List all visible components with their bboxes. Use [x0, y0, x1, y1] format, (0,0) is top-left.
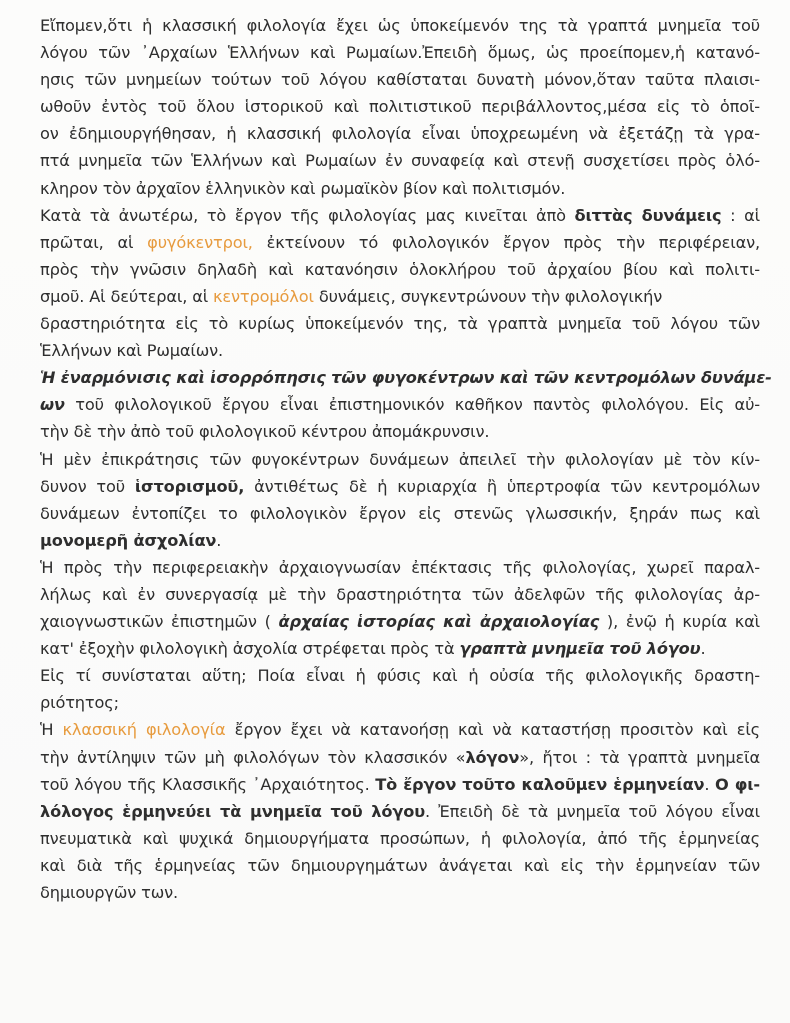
text-run: ἀντιθέτως δὲ ἡ κυριαρχία ἢ ὑπερτροφία τῶν κεντρομόλων: [244, 476, 760, 496]
text-line: [40, 689, 760, 716]
text-line: [40, 391, 760, 418]
text-run: Ἡ: [40, 720, 63, 740]
text-run: τὴν δὲ τὴν ἀπὸ τοῦ φιλολογικοῦ κέντρου ἀπομάκρυνσιν.: [40, 422, 490, 442]
highlighted-term: φυγόκεντροι,: [147, 232, 253, 252]
text-line: [40, 500, 760, 527]
text-line: [40, 825, 760, 852]
text-run: δραστηριότητα εἰς τὸ κυρίως ὑποκείμενόν της, τὰ γραπτὰ μνημεῖα τοῦ λόγου τῶν: [40, 314, 760, 334]
text-run: πρὸς τὴν γνῶσιν δηλαδὴ καὶ κατανόησιν ὁλοκλήρου τοῦ ἀρχαίου βίου καὶ πολιτι-: [40, 259, 760, 279]
bold-emphasis: μονομερῆ ἀσχολίαν: [40, 530, 217, 550]
bold-italic-emphasis: ἀρχαίας ἱστορίας καὶ ἀρχαιολογίας: [278, 612, 600, 632]
text-line: [40, 39, 760, 66]
text-run: τὴν ἀντίληψιν τῶν μὴ φιλολόγων τὸν κλασσικόν «: [40, 747, 466, 767]
text-line: [40, 608, 760, 635]
bold-emphasis: λόλογος ἑρμηνεύει τὰ μνημεῖα τοῦ λόγου: [40, 801, 425, 821]
text-line: [40, 716, 760, 743]
text-run: . Ἐπειδὴ δὲ τὰ μνημεῖα τοῦ λόγου εἶναι: [424, 801, 760, 821]
text-run: », ἤτοι : τὰ γραπτὰ μνημεῖα: [519, 747, 761, 767]
text-line: [40, 527, 760, 554]
text-line: [40, 12, 760, 39]
text-line: [40, 662, 760, 689]
text-run: τοῦ λόγου τῆς Κλασσικῆς ᾿Αρχαιότητος.: [40, 774, 376, 794]
text-run: Ἡ πρὸς τὴν περιφερειακὴν ἀρχαιογνωσίαν ἐπέκτασις τῆς φιλολογίας, χωρεῖ παραλ-: [40, 557, 760, 577]
text-line: [40, 66, 760, 93]
text-line: [40, 337, 760, 364]
bold-emphasis: λόγον: [465, 747, 520, 767]
text-run: λήλως καὶ ἐν συνεργασίᾳ μὲ τὴν δραστηριότητα τῶν ἀδελφῶν τῆς φιλολογίας ἀρ-: [40, 584, 760, 604]
text-run: χαιογνωστικῶν ἐπιστημῶν (: [40, 612, 279, 632]
highlighted-term: κεντρομόλοι: [213, 286, 314, 306]
text-line: [40, 554, 760, 581]
text-line: [40, 635, 760, 662]
text-run: τοῦ φιλολογικοῦ ἔργου εἶναι ἐπιστημονικόν καθῆκον παντὸς φιλολόγου. Εἰς αὐ-: [64, 395, 760, 415]
text-run: ἐκτείνουν τό φιλολογικόν ἔργον πρὸς τὴν περιφέρειαν,: [252, 232, 760, 252]
text-line: [40, 147, 760, 174]
text-run: δυνάμεις, συγκεντρώνουν τὴν φιλολογικήν: [313, 286, 663, 306]
text-run: ), ἐνῷ ἡ κυρία καὶ: [599, 612, 760, 632]
text-line: [40, 744, 760, 771]
text-run: πτά μνημεῖα τῶν Ἑλλήνων καὶ Ρωμαίων ἐν συναφείᾳ καὶ στενῇ συσχετίσει πρὸς ὁλό-: [40, 151, 760, 171]
text-run: λόγου τῶν ᾿Αρχαίων Ἑλλήνων καὶ Ρωμαίων.Ἐπειδὴ ὅμως, ὡς προείπομεν,ἡ κατανό-: [40, 43, 760, 63]
text-run: πρῶται, αἱ: [40, 232, 148, 252]
bold-italic-emphasis: Ἡ ἐναρμόνισις καὶ ἰσορρόπησις τῶν φυγοκέντρων καὶ τῶν κεντρομόλων δυνάμε-: [40, 368, 772, 388]
text-run: .: [704, 774, 716, 794]
bold-emphasis: ἱστορισμοῦ,: [134, 476, 245, 496]
bold-italic-emphasis: γραπτὰ μνημεῖα τοῦ λόγου: [459, 639, 701, 659]
text-line: [40, 879, 760, 906]
text-run: ριότητος;: [40, 693, 119, 713]
highlighted-term: κλασσική φιλολογία: [62, 720, 226, 740]
text-run: ἔργον ἔχει νὰ κατανοήσῃ καὶ νὰ καταστήσῃ προσιτὸν καὶ εἰς: [225, 720, 761, 740]
text-run: κατ' ἐξοχὴν φιλολογικὴ ἀσχολία στρέφεται πρὸς τὰ: [40, 639, 460, 659]
text-run: δυνάμεων ἐντοπίζει το φιλολογικὸν ἔργον εἰς στενῶς γλωσσικήν, ξηράν πως καὶ: [40, 503, 760, 523]
bold-emphasis: Τὸ ἔργον τοῦτο καλοῦμεν ἑρμηνείαν: [375, 774, 705, 794]
text-line: [40, 229, 760, 256]
text-run: καὶ διὰ τῆς ἑρμηνείας τῶν δημιουργημάτων ἀνάγεται καὶ εἰς τὴν ἑρμηνείαν τῶν: [40, 855, 760, 875]
text-run: .: [216, 530, 222, 550]
bold-emphasis: Ο φι-: [715, 774, 760, 794]
text-line: [40, 256, 760, 283]
text-line: [40, 202, 760, 229]
text-line: [40, 283, 760, 310]
text-run: ησις τῶν μνημείων τούτων τοῦ λόγου καθίσταται δυνατὴ μόνον,ὅταν ταῦτα πλαισι-: [40, 70, 760, 90]
bold-italic-emphasis: ων: [40, 395, 65, 415]
document-body: [40, 12, 772, 906]
text-line: [40, 581, 760, 608]
text-run: Εἰς τί συνίσταται αὕτη; Ποία εἶναι ἡ φύσις καὶ ἡ οὐσία τῆς φιλολογικῆς δραστη-: [40, 666, 760, 686]
text-run: : αἱ: [721, 205, 760, 225]
text-run: Ἡ μὲν ἐπικράτησις τῶν φυγοκέντρων δυνάμεων ἀπειλεῖ τὴν φιλολογίαν μὲ τὸν κίν-: [40, 449, 760, 469]
text-line: [40, 93, 760, 120]
text-line: [40, 771, 760, 798]
text-line: [40, 446, 760, 473]
text-line: [40, 473, 760, 500]
text-run: Εἴπομεν,ὅτι ἡ κλασσική φιλολογία ἔχει ὡς ὑποκείμενόν της τὰ γραπτά μνημεῖα τοῦ: [40, 16, 760, 35]
text-line: [40, 175, 760, 202]
text-run: Ἑλλήνων καὶ Ρωμαίων.: [40, 341, 224, 361]
text-run: ωθοῦν ἐντὸς τοῦ ὅλου ἱστορικοῦ καὶ πολιτιστικοῦ περιβάλλοντος,μέσα εἰς τὸ ὁποῖ-: [40, 97, 760, 117]
text-run: .: [700, 639, 706, 659]
text-line: [40, 120, 760, 147]
text-run: δυνον τοῦ: [40, 476, 135, 496]
text-line: [40, 364, 772, 391]
text-run: κληρον τὸν ἀρχαῖον ἑλληνικὸν καὶ ρωμαϊκὸν βίον καὶ πολιτισμόν.: [40, 178, 566, 198]
text-line: [40, 310, 760, 337]
text-line: [40, 852, 760, 879]
text-line: [40, 798, 760, 825]
text-run: ον ἐδημιουργήθησαν, ἡ κλασσική φιλολογία εἶναι ὑποχρεωμένη νὰ ἐξετάζῃ τὰ γρα-: [40, 124, 760, 144]
text-line: [40, 418, 760, 445]
bold-emphasis: διττὰς δυνάμεις: [574, 205, 722, 225]
text-run: σμοῦ. Αἱ δεύτεραι, αἱ: [40, 286, 214, 306]
text-run: δημιουργῶν των.: [40, 883, 179, 902]
text-run: Κατὰ τὰ ἀνωτέρω, τὸ ἔργον τῆς φιλολογίας μας κινεῖται ἀπὸ: [40, 205, 575, 225]
text-run: πνευματικὰ καὶ ψυχικά δημιουργήματα προσώπων, ἡ φιλολογία, ἀπό τῆς ἑρμηνείας: [40, 828, 760, 848]
